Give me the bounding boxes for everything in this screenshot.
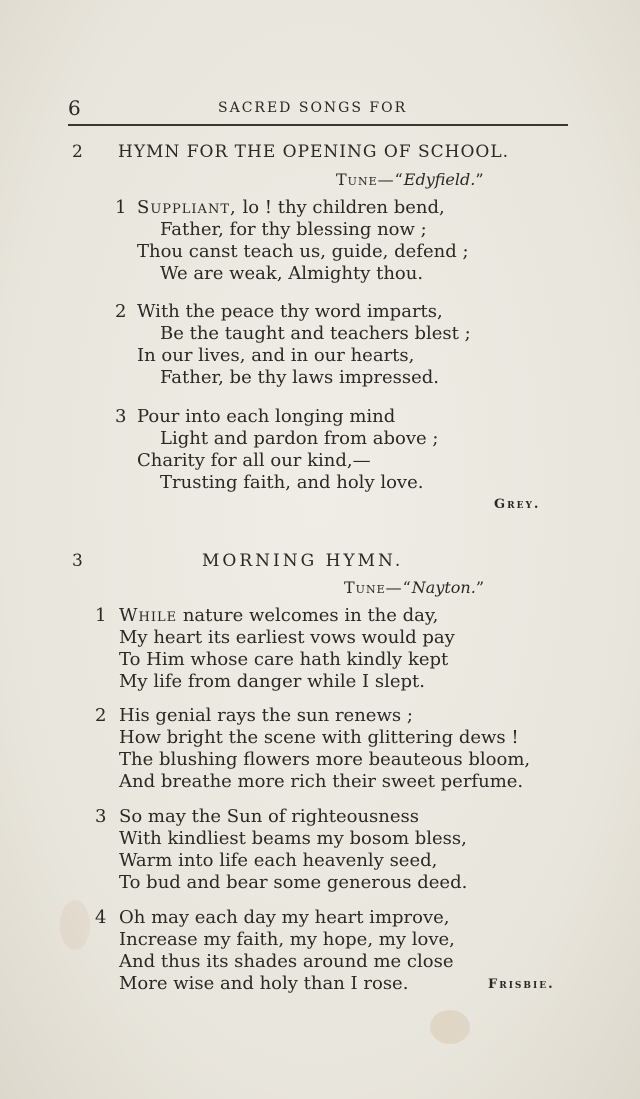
hymn-author: Frisbie. <box>488 977 555 992</box>
verse-line: Be the taught and teachers blest ; <box>160 323 471 344</box>
verse-line: Increase my faith, my hope, my love, <box>119 929 455 950</box>
tune-line <box>336 170 484 189</box>
verse-line: We are weak, Almighty thou. <box>160 263 424 284</box>
verse-line: And thus its shades around me close <box>119 951 454 972</box>
verse-line: My heart its earliest vows would pay <box>119 627 455 648</box>
verse-line: Pour into each longing mind <box>137 406 396 427</box>
verse-line-rest: nature welcomes in the day, <box>177 605 439 626</box>
verse-line: Thou canst teach us, guide, defend ; <box>137 241 469 262</box>
verse-line: Oh may each day my heart improve, <box>119 907 450 928</box>
verse-line: The blushing flowers more beauteous bloom, <box>119 749 531 770</box>
verse-line: With kindliest beams my bosom bless, <box>119 828 467 849</box>
verse-number: 1 <box>95 605 107 626</box>
verse-line: My life from danger while I slept. <box>119 671 425 692</box>
verse-number: 2 <box>115 301 127 322</box>
verse-line: In our lives, and in our hearts, <box>137 345 415 366</box>
verse-line: Light and pardon from above ; <box>160 428 439 449</box>
page-number: 6 <box>68 96 81 120</box>
verse-line <box>137 197 445 218</box>
verse-line: Trusting faith, and holy love. <box>160 472 424 493</box>
verse-line-rest: lo ! thy children bend, <box>236 197 445 218</box>
hymn-number: 2 <box>72 142 83 162</box>
tune-name: Edyfield. <box>403 170 476 189</box>
verse-first-word: Suppliant, <box>137 197 237 218</box>
verse-line: His genial rays the sun renews ; <box>119 705 413 726</box>
verse-line: Father, for thy blessing now ; <box>160 219 427 240</box>
verse-line: To bud and bear some generous deed. <box>119 872 468 893</box>
verse-line: And breathe more rich their sweet perfume. <box>119 771 524 792</box>
tune-line <box>344 578 484 597</box>
tune-close: ” <box>475 578 484 597</box>
verse-line: How bright the scene with glittering dews ! <box>119 727 519 748</box>
verse-first-word: While <box>119 605 178 626</box>
hymn-title: MORNING HYMN. <box>202 551 404 571</box>
hymn-author: Grey. <box>494 497 541 512</box>
book-title: SACRED SONGS FOR <box>218 100 408 116</box>
verse-number: 3 <box>115 406 127 427</box>
tune-label: Tune—“ <box>344 578 412 597</box>
verse-line: Father, be thy laws impressed. <box>160 367 439 388</box>
verse-line: To Him whose care hath kindly kept <box>119 649 449 670</box>
verse-number: 3 <box>95 806 107 827</box>
verse-line: With the peace thy word imparts, <box>137 301 443 322</box>
verse-line: More wise and holy than I rose. <box>119 973 409 994</box>
tune-label: Tune—“ <box>336 170 404 189</box>
verse-line: Warm into life each heavenly seed, <box>119 850 438 871</box>
verse-number: 1 <box>115 197 127 218</box>
tune-name: Nayton. <box>411 578 476 597</box>
verse-number: 4 <box>95 907 107 928</box>
running-head <box>68 96 568 126</box>
verse-line: So may the Sun of righteousness <box>119 806 419 827</box>
paper-stain <box>430 1010 470 1044</box>
hymn-number: 3 <box>72 551 83 571</box>
verse-line: Charity for all our kind,— <box>137 450 371 471</box>
verse-line <box>119 605 438 626</box>
tune-close: ” <box>475 170 484 189</box>
hymn-title: HYMN FOR THE OPENING OF SCHOOL. <box>118 142 510 162</box>
paper-stain <box>60 900 90 950</box>
verse-number: 2 <box>95 705 107 726</box>
